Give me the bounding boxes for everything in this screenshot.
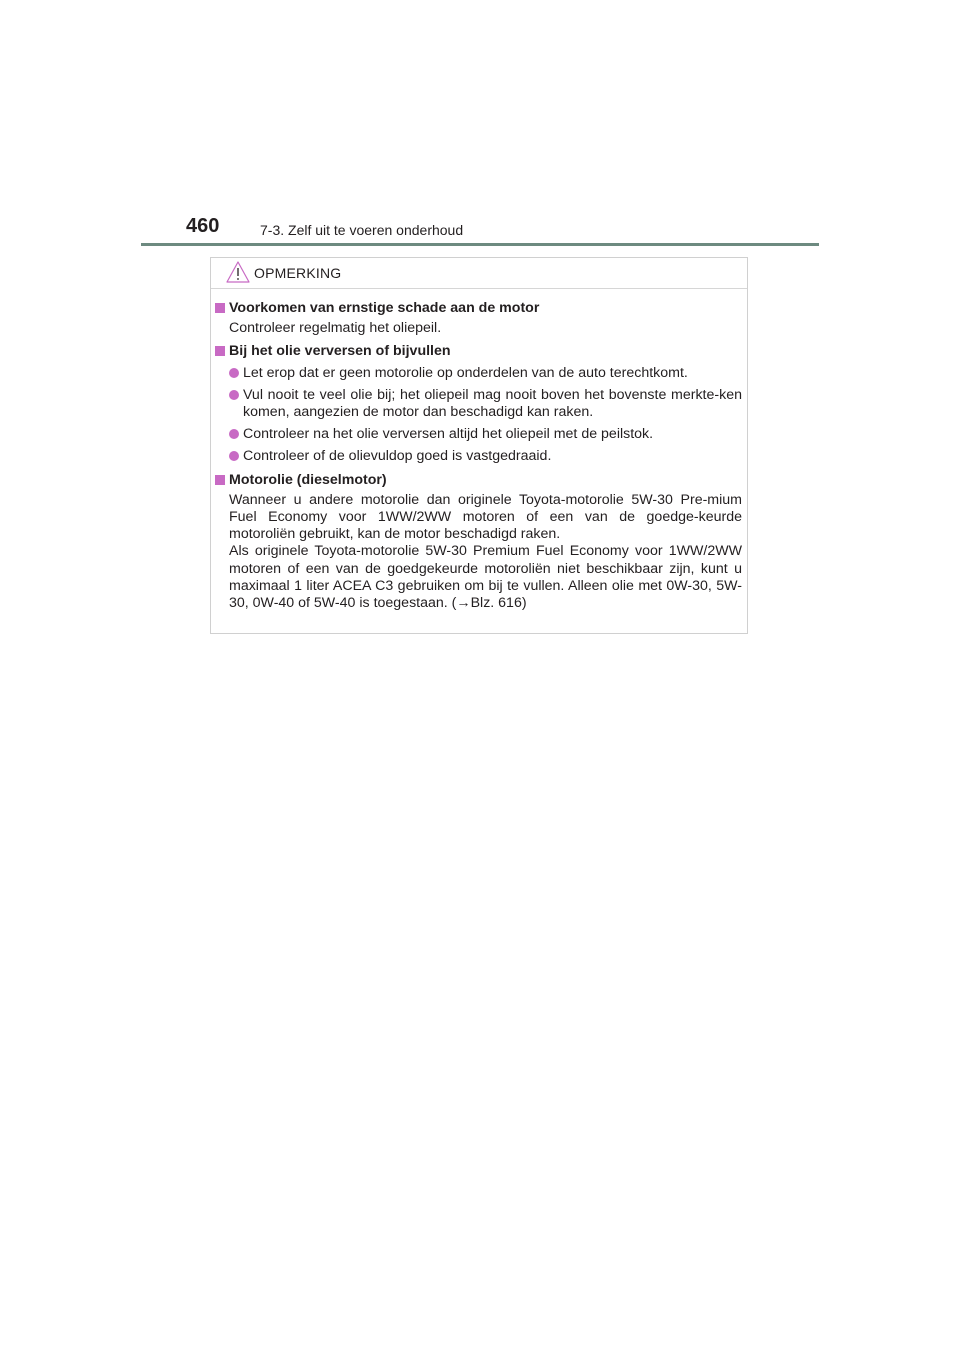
header-rule: [141, 243, 819, 246]
bullet-item: [215, 448, 742, 465]
page-number: 460: [186, 215, 220, 237]
round-bullet-icon: [229, 451, 239, 461]
notice-label: OPMERKING: [254, 265, 342, 281]
section-paragraph: Wanneer u andere motorolie dan originele Toyota-motorolie 5W-30 Pre-mium Fuel Economy voor 1WW/2WW motoren of een van de goedge-keurde motoroliën gebruikt, kan de motor beschadigd raken.: [229, 491, 742, 543]
section-heading: [215, 300, 742, 317]
bullet-text: Vul nooit te veel olie bij; het oliepeil mag nooit boven het bovenste merkte-ken komen, aangezien de motor dan beschadigd kan raken.: [243, 386, 742, 421]
bullet-text: Controleer of de olievuldop goed is vastgedraaid.: [243, 448, 552, 465]
section-heading: [215, 343, 742, 360]
section-heading-text: Voorkomen van ernstige schade aan de motor: [229, 300, 540, 316]
section-paragraph: Als originele Toyota-motorolie 5W-30 Premium Fuel Economy voor 1WW/2WW motoren of een van de goedgekeurde motoroliën niet beschikbaar zijn, kunt u maximaal 1 liter ACEA C3 gebruiken om bij te vullen. Alleen olie met 0W-30, 5W-30, 0W-40 of 5W-40 is toegestaan. (→Blz. 616): [229, 543, 742, 612]
square-bullet-icon: [215, 303, 225, 313]
warning-triangle-icon: [225, 260, 251, 284]
round-bullet-icon: [229, 429, 239, 439]
section-title: 7-3. Zelf uit te voeren onderhoud: [260, 222, 464, 238]
bullet-item: [215, 365, 742, 382]
notice-box: [210, 257, 748, 634]
bullet-item: [215, 387, 742, 421]
section-paragraph: Controleer regelmatig het oliepeil.: [229, 320, 442, 337]
bullet-text: Controleer na het olie verversen altijd het oliepeil met de peilstok.: [243, 426, 654, 443]
section-heading-text: Bij het olie verversen of bijvullen: [229, 343, 451, 360]
notice-header: [211, 258, 747, 289]
round-bullet-icon: [229, 368, 239, 378]
bullet-text: Let erop dat er geen motorolie op onderdelen van de auto terechtkomt.: [243, 364, 688, 381]
section-heading: [215, 472, 742, 489]
bullet-item: [215, 426, 742, 443]
square-bullet-icon: [215, 475, 225, 485]
round-bullet-icon: [229, 390, 239, 400]
notice-content: [215, 300, 742, 612]
section-heading-text: Motorolie (dieselmotor): [229, 471, 387, 488]
square-bullet-icon: [215, 346, 225, 356]
